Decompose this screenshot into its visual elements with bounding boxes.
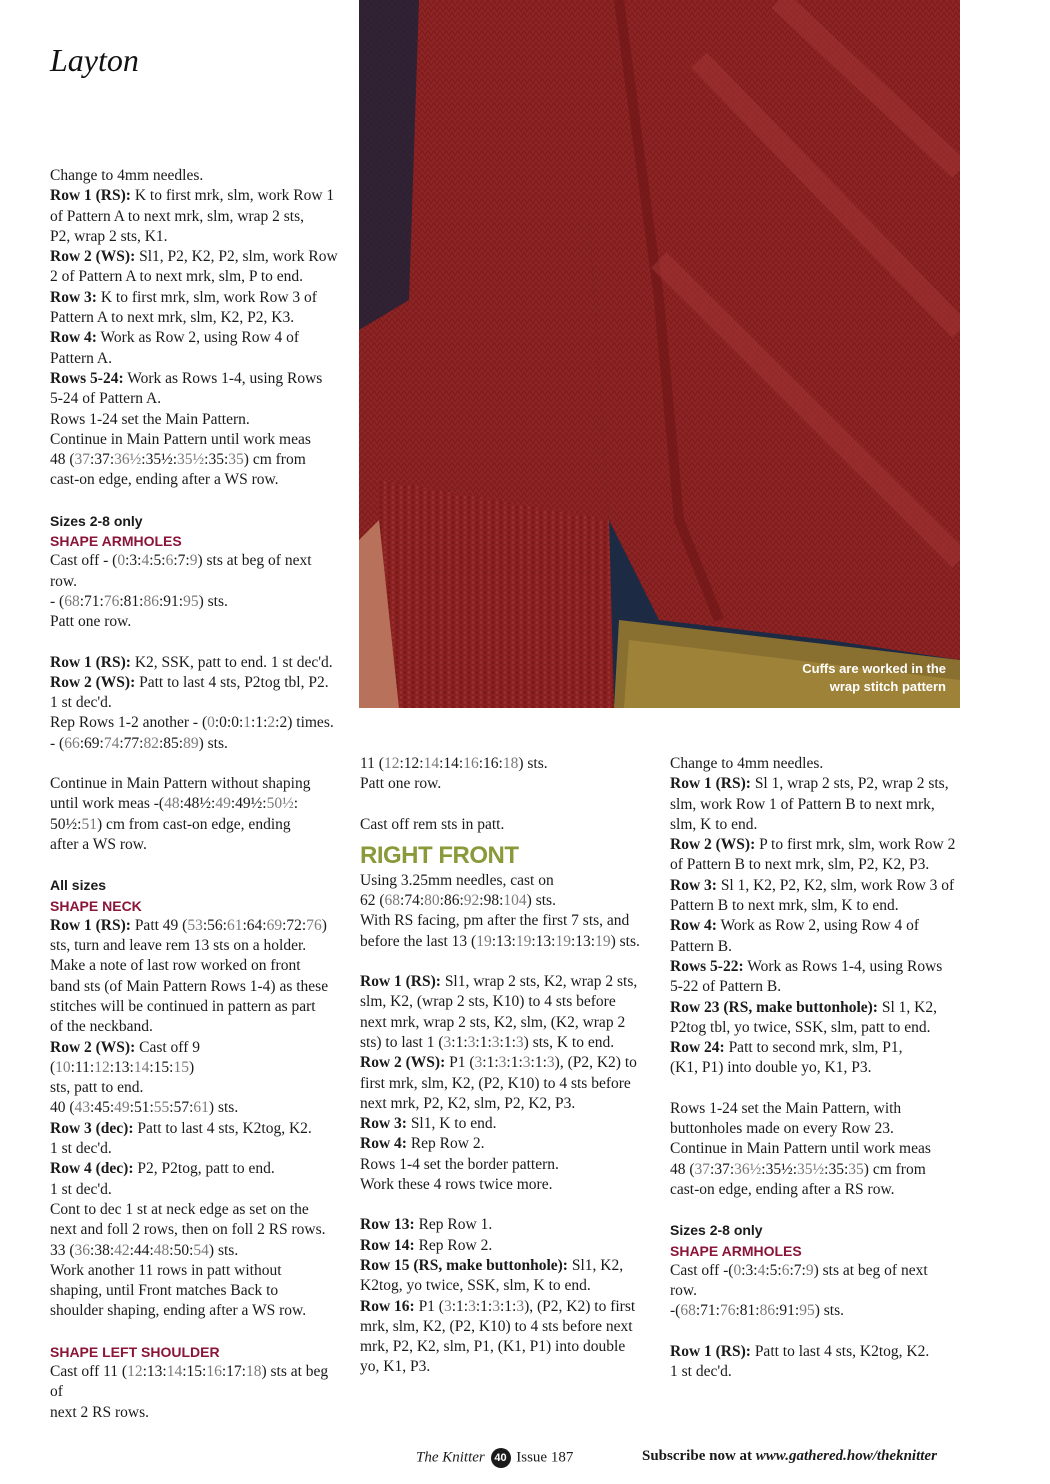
sizes-note: Sizes 2-8 only [670,1222,763,1239]
page-footer: The Knitter 40 Issue 187 [416,1448,573,1468]
subscribe-line: Subscribe now at www.gathered.how/theknitter [642,1448,937,1464]
column-middle: 11 (12:12:14:14:16:16:18) sts. Patt one row. Cast off rem sts in patt. RIGHT FRONT Using 3.25mm needles, cast on 62 (68:74:80:86:92:98:104) sts. With RS facing, pm after the first 7 sts, and before the last 13 (19:13:19:13:19:13:19) sts. Row 1 (RS): Sl1, wrap 2 sts, K2, wrap 2 sts, slm, K2, (wrap 2 sts, K10) to 4 sts before next mrk, wrap 2 sts, K2, slm, (K2, wrap 2 sts) to last 1 (3:1:3:1:3:1:3) sts, K to end. Row 2 (WS): P1 (3:1:3:1:3:1:3), (P2, K2) to first mrk, slm, K2, (P2, K10) to 4 sts before next mrk, P2, K2, slm, P2, K2, P3. Row 3: Sl1, K to end. Row 4: Rep Row 2. Rows 1-4 set the border pattern. Work these 4 rows twice more. Row 13: Rep Row 1. Row 14: Rep Row 2. Row 15 (RS, make buttonhole): Sl1, K2, K2tog, yo twice, SSK, slm, K to end. Row 16: P1 (3:1:3:1:3:1:3), (P2, K2) to first mrk, slm, K2, (P2, K10) to 4 sts before next mrk, P2, K2, slm, P1, (K1, P1) into double yo, K1, P3. [360,754,652,1378]
sizes-note: All sizes [50,877,107,894]
sizes-note: Sizes 2-8 only [50,512,143,529]
sweater-image [359,0,960,708]
section-heading: SHAPE ARMHOLES [670,1242,802,1259]
section-heading: SHAPE ARMHOLES [50,533,182,550]
column-right: Change to 4mm needles. Row 1 (RS): Sl 1, wrap 2 sts, P2, wrap 2 sts, slm, work Row 1 of Pattern B to next mrk, slm, K to end. Row 2 (WS): P to first mrk, slm, work Row 2 of Pattern B to next mrk, slm, P2, K2, P3. Row 3: Sl 1, K2, P2, K2, slm, work Row 3 of Pattern B to next mrk, slm, K to end. Row 4: Work as Row 2, using Row 4 of Pattern B. Rows 5-22: Work as Rows 1-4, using Rows 5-22 of Pattern B. Row 23 (RS, make buttonhole): Sl 1, K2, P2tog tbl, yo twice, SSK, slm, patt to end. Row 24: Patt to second mrk, slm, P1, (K1, P1) into double yo, K1, P3. Rows 1-24 set the Main Pattern, with buttonholes made on every Row 23. Continue in Main Pattern until work meas 48 (37:37:36½:35½:35½:35:35) cm from cast-on edge, ending after a RS row. Sizes 2-8 only SHAPE ARMHOLES Cast off -(0:3:4:5:6:7:9) sts at beg of next row. -(68:71:76:81:86:91:95) sts. Row 1 (RS): Patt to last 4 sts, K2tog, K2. 1 st dec'd. [670,754,962,1382]
pattern-title: Layton [50,42,139,78]
column-left: Change to 4mm needles. Row 1 (RS): K to first mrk, slm, work Row 1 of Pattern A to next mrk, slm, wrap 2 sts, P2, wrap 2 sts, K1. Row 2 (WS): Sl1, P2, K2, P2, slm, work Row 2 of Pattern A to next mrk, slm, P to end. Row 3: K to first mrk, slm, work Row 3 of Pattern A to next mrk, slm, K2, P2, K3. Row 4: Work as Row 2, using Row 4 of Pattern A. Rows 5-24: Work as Rows 1-4, using Rows 5-24 of Pattern A. Rows 1-24 set the Main Pattern. Continue in Main Pattern until work meas 48 (37:37:36½:35½:35½:35:35) cm from cast-on edge, ending after a WS row. Sizes 2-8 only SHAPE ARMHOLES Cast off - (0:3:4:5:6:7:9) sts at beg of next row. - (68:71:76:81:86:91:95) sts. Patt one row. Row 1 (RS): K2, SSK, patt to end. 1 st dec'd. Row 2 (WS): Patt to last 4 sts, P2tog tbl, P2. 1 st dec'd. Rep Rows 1-2 another - (0:0:0:1:1:2:2) times. - (66:69:74:77:82:85:89) sts. Continue in Main Pattern without shaping until work meas -(48:48½:49:49½:50½: 50½:51) cm from cast-on edge, ending after a WS row. All sizes SHAPE NECK Row 1 (RS): Patt 49 (53:56:61:64:69:72:76) sts, turn and leave rem 13 sts on a holder. Make a note of last row worked on front band sts (of Main Pattern Rows 1-4) as these stitches will be continued in pattern as part of the neckband. Row 2 (WS): Cast off 9 (10:11:12:13:14:15:15) sts, patt to end. 40 (43:45:49:51:55:57:61) sts. Row 3 (dec): Patt to last 4 sts, K2tog, K2. 1 st dec'd. Row 4 (dec): P2, P2tog, patt to end. 1 st dec'd. Cont to dec 1 st at neck edge as set on the next and foll 2 rows, then on foll 2 RS rows. 33 (36:38:42:44:48:50:54) sts. Work another 11 rows in patt without shaping, until Front matches Back to shoulder shaping, ending after a WS row. SHAPE LEFT SHOULDER Cast off 11 (12:13:14:15:16:17:18) sts at beg of next 2 RS rows. [50,166,342,1423]
right-front-heading: RIGHT FRONT [360,841,519,869]
section-heading: SHAPE NECK [50,897,142,914]
section-heading: SHAPE LEFT SHOULDER [50,1343,220,1360]
page-number: 40 [491,1448,511,1468]
subscribe-link[interactable]: www.gathered.how/theknitter [755,1448,937,1464]
sweater-photo [359,0,960,708]
photo-caption: Cuffs are worked in the wrap stitch pattern [802,661,946,694]
